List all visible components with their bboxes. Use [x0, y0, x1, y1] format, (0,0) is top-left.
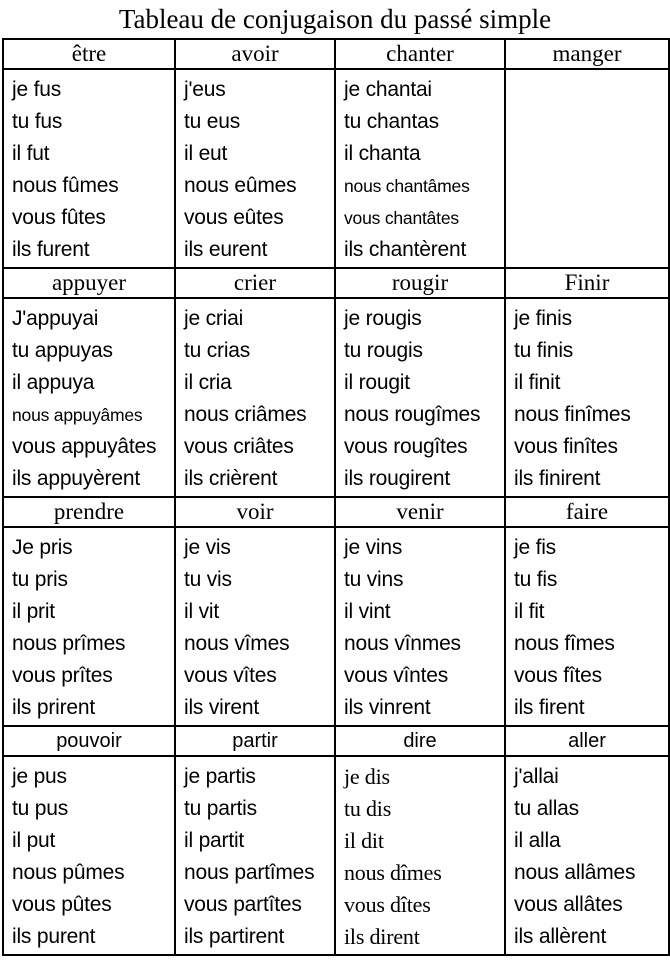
verb-header-row	[3, 497, 669, 527]
conjugated-form: je pus	[12, 765, 67, 789]
conjugated-form: vous dîtes	[344, 892, 431, 918]
conjugated-form: tu rougis	[344, 339, 423, 363]
verb-name: être	[3, 39, 175, 69]
conjugated-form: ils dirent	[344, 924, 420, 950]
verb-forms-cell	[175, 756, 335, 955]
verb-name: rougir	[335, 268, 505, 298]
conjugated-form: Je pris	[12, 536, 73, 560]
conjugated-form: je finis	[514, 307, 572, 331]
verb-header-row	[3, 726, 669, 756]
conjugated-form: vous finîtes	[514, 435, 618, 459]
conjugated-form: je dis	[344, 764, 390, 790]
conjugated-form: tu fis	[514, 568, 558, 592]
conjugated-form: ils vinrent	[344, 696, 431, 720]
conjugated-form	[514, 74, 668, 106]
verb-name: prendre	[3, 497, 175, 527]
conjugated-form: vous fûtes	[12, 206, 106, 230]
verb-name: crier	[175, 268, 335, 298]
conjugation-row	[3, 298, 669, 497]
verb-forms-cell	[335, 298, 505, 497]
conjugated-form: vous partîtes	[184, 893, 302, 917]
conjugated-form: nous pûmes	[12, 861, 125, 885]
conjugated-form: je vins	[344, 536, 403, 560]
conjugation-row	[3, 69, 669, 268]
conjugated-form: nous criâmes	[184, 403, 307, 427]
conjugated-form: J'appuyai	[12, 307, 99, 331]
verb-header-row	[3, 268, 669, 298]
conjugated-form: ils eurent	[184, 238, 268, 262]
conjugated-form: nous appuyâmes	[12, 405, 143, 426]
conjugated-form: nous vîmes	[184, 632, 290, 656]
conjugation-row	[3, 756, 669, 955]
verb-name: Finir	[505, 268, 669, 298]
verb-name: avoir	[175, 39, 335, 69]
conjugated-form: ils firent	[514, 696, 585, 720]
conjugated-form: je rougis	[344, 307, 422, 331]
conjugated-form: ils virent	[184, 696, 260, 720]
conjugated-form: il partit	[184, 829, 245, 853]
conjugated-form: il finit	[514, 371, 561, 395]
conjugated-form: vous fîtes	[514, 664, 602, 688]
verb-name: venir	[335, 497, 505, 527]
conjugated-form: nous fûmes	[12, 174, 119, 198]
conjugated-form: vous allâtes	[514, 893, 623, 917]
verb-forms-cell	[3, 527, 175, 726]
verb-name: dire	[335, 726, 505, 756]
conjugated-form: il appuya	[12, 371, 95, 395]
verb-name: chanter	[335, 39, 505, 69]
conjugated-form: tu vis	[184, 568, 232, 592]
conjugated-form: je criai	[184, 307, 244, 331]
conjugated-form: il vint	[344, 600, 391, 624]
conjugated-form: nous chantâmes	[344, 176, 470, 197]
conjugated-form	[514, 234, 668, 266]
verb-forms-cell	[3, 298, 175, 497]
verb-forms-cell	[335, 69, 505, 268]
conjugated-form: tu pris	[12, 568, 68, 592]
conjugated-form: il fit	[514, 600, 545, 624]
conjugated-form	[514, 202, 668, 234]
conjugated-form: nous dîmes	[344, 860, 442, 886]
conjugated-form: ils chantèrent	[344, 238, 467, 262]
conjugated-form: il fut	[12, 142, 50, 166]
conjugation-row	[3, 527, 669, 726]
conjugated-form: il rougit	[344, 371, 410, 395]
conjugated-form: nous partîmes	[184, 861, 315, 885]
conjugated-form: tu appuyas	[12, 339, 113, 363]
conjugated-form: nous eûmes	[184, 174, 297, 198]
conjugated-form: il vit	[184, 600, 219, 624]
conjugated-form: ils prirent	[12, 696, 95, 720]
conjugated-form: vous eûtes	[184, 206, 284, 230]
conjugated-form: tu partis	[184, 797, 257, 821]
conjugated-form: ils purent	[12, 925, 96, 949]
conjugated-form	[514, 138, 668, 170]
verb-forms-cell	[3, 756, 175, 955]
conjugated-form	[514, 106, 668, 138]
conjugated-form: je fus	[12, 78, 61, 102]
conjugated-form: tu dis	[344, 796, 392, 822]
conjugated-form: nous rougîmes	[344, 403, 481, 427]
conjugated-form: il prit	[12, 600, 55, 624]
conjugated-form: tu fus	[12, 110, 63, 134]
verb-forms-cell	[335, 756, 505, 955]
verb-forms-cell	[505, 298, 669, 497]
document-title: Tableau de conjugaison du passé simple	[118, 4, 552, 34]
conjugated-form: tu allas	[514, 797, 579, 821]
conjugated-form: ils crièrent	[184, 467, 278, 491]
conjugated-form: vous prîtes	[12, 664, 113, 688]
conjugated-form: tu pus	[12, 797, 69, 821]
verb-forms-cell	[505, 527, 669, 726]
conjugated-form: il alla	[514, 829, 561, 853]
conjugated-form: vous vîtes	[184, 664, 277, 688]
conjugated-form: tu chantas	[344, 110, 439, 134]
conjugated-form: ils partirent	[184, 925, 285, 949]
verb-name: manger	[505, 39, 669, 69]
verb-forms-cell	[3, 69, 175, 268]
conjugated-form: vous vîntes	[344, 664, 449, 688]
conjugated-form: j'eus	[184, 78, 226, 102]
conjugated-form: il dit	[344, 828, 384, 854]
conjugated-form: nous finîmes	[514, 403, 631, 427]
conjugated-form: vous pûtes	[12, 893, 112, 917]
conjugated-form: tu finis	[514, 339, 574, 363]
verb-name: faire	[505, 497, 669, 527]
conjugated-form: tu vins	[344, 568, 404, 592]
conjugated-form: nous allâmes	[514, 861, 636, 885]
verb-forms-cell	[175, 298, 335, 497]
conjugated-form: je fis	[514, 536, 556, 560]
conjugated-form: vous chantâtes	[344, 208, 459, 229]
verb-forms-cell	[505, 756, 669, 955]
verb-name: voir	[175, 497, 335, 527]
conjugated-form: il eut	[184, 142, 228, 166]
conjugated-form: nous vînmes	[344, 632, 461, 656]
conjugated-form: vous appuyâtes	[12, 435, 157, 459]
verb-name: partir	[175, 726, 335, 756]
verb-forms-cell	[335, 527, 505, 726]
conjugated-form	[514, 170, 668, 202]
conjugated-form: nous prîmes	[12, 632, 126, 656]
conjugated-form: tu eus	[184, 110, 241, 134]
conjugated-form: ils rougirent	[344, 467, 450, 491]
conjugated-form: il chanta	[344, 142, 421, 166]
conjugated-form: je partis	[184, 765, 256, 789]
conjugated-form: vous rougîtes	[344, 435, 468, 459]
conjugated-form: il put	[12, 829, 56, 853]
conjugated-form: j'allai	[514, 765, 559, 789]
conjugated-form: je chantai	[344, 78, 432, 102]
verb-name: aller	[505, 726, 669, 756]
conjugated-form: vous criâtes	[184, 435, 294, 459]
conjugation-table	[2, 38, 670, 956]
verb-forms-cell	[175, 69, 335, 268]
conjugated-form: je vis	[184, 536, 231, 560]
conjugated-form: tu crias	[184, 339, 251, 363]
conjugated-form: nous fîmes	[514, 632, 615, 656]
conjugated-form: ils finirent	[514, 467, 601, 491]
conjugated-form: ils appuyèrent	[12, 467, 140, 491]
conjugated-form: ils allèrent	[514, 925, 607, 949]
verb-name: pouvoir	[3, 726, 175, 756]
verb-header-row	[3, 39, 669, 69]
verb-forms-cell	[505, 69, 669, 268]
verb-name: appuyer	[3, 268, 175, 298]
conjugated-form: il cria	[184, 371, 232, 395]
verb-forms-cell	[175, 527, 335, 726]
conjugated-form: ils furent	[12, 238, 90, 262]
